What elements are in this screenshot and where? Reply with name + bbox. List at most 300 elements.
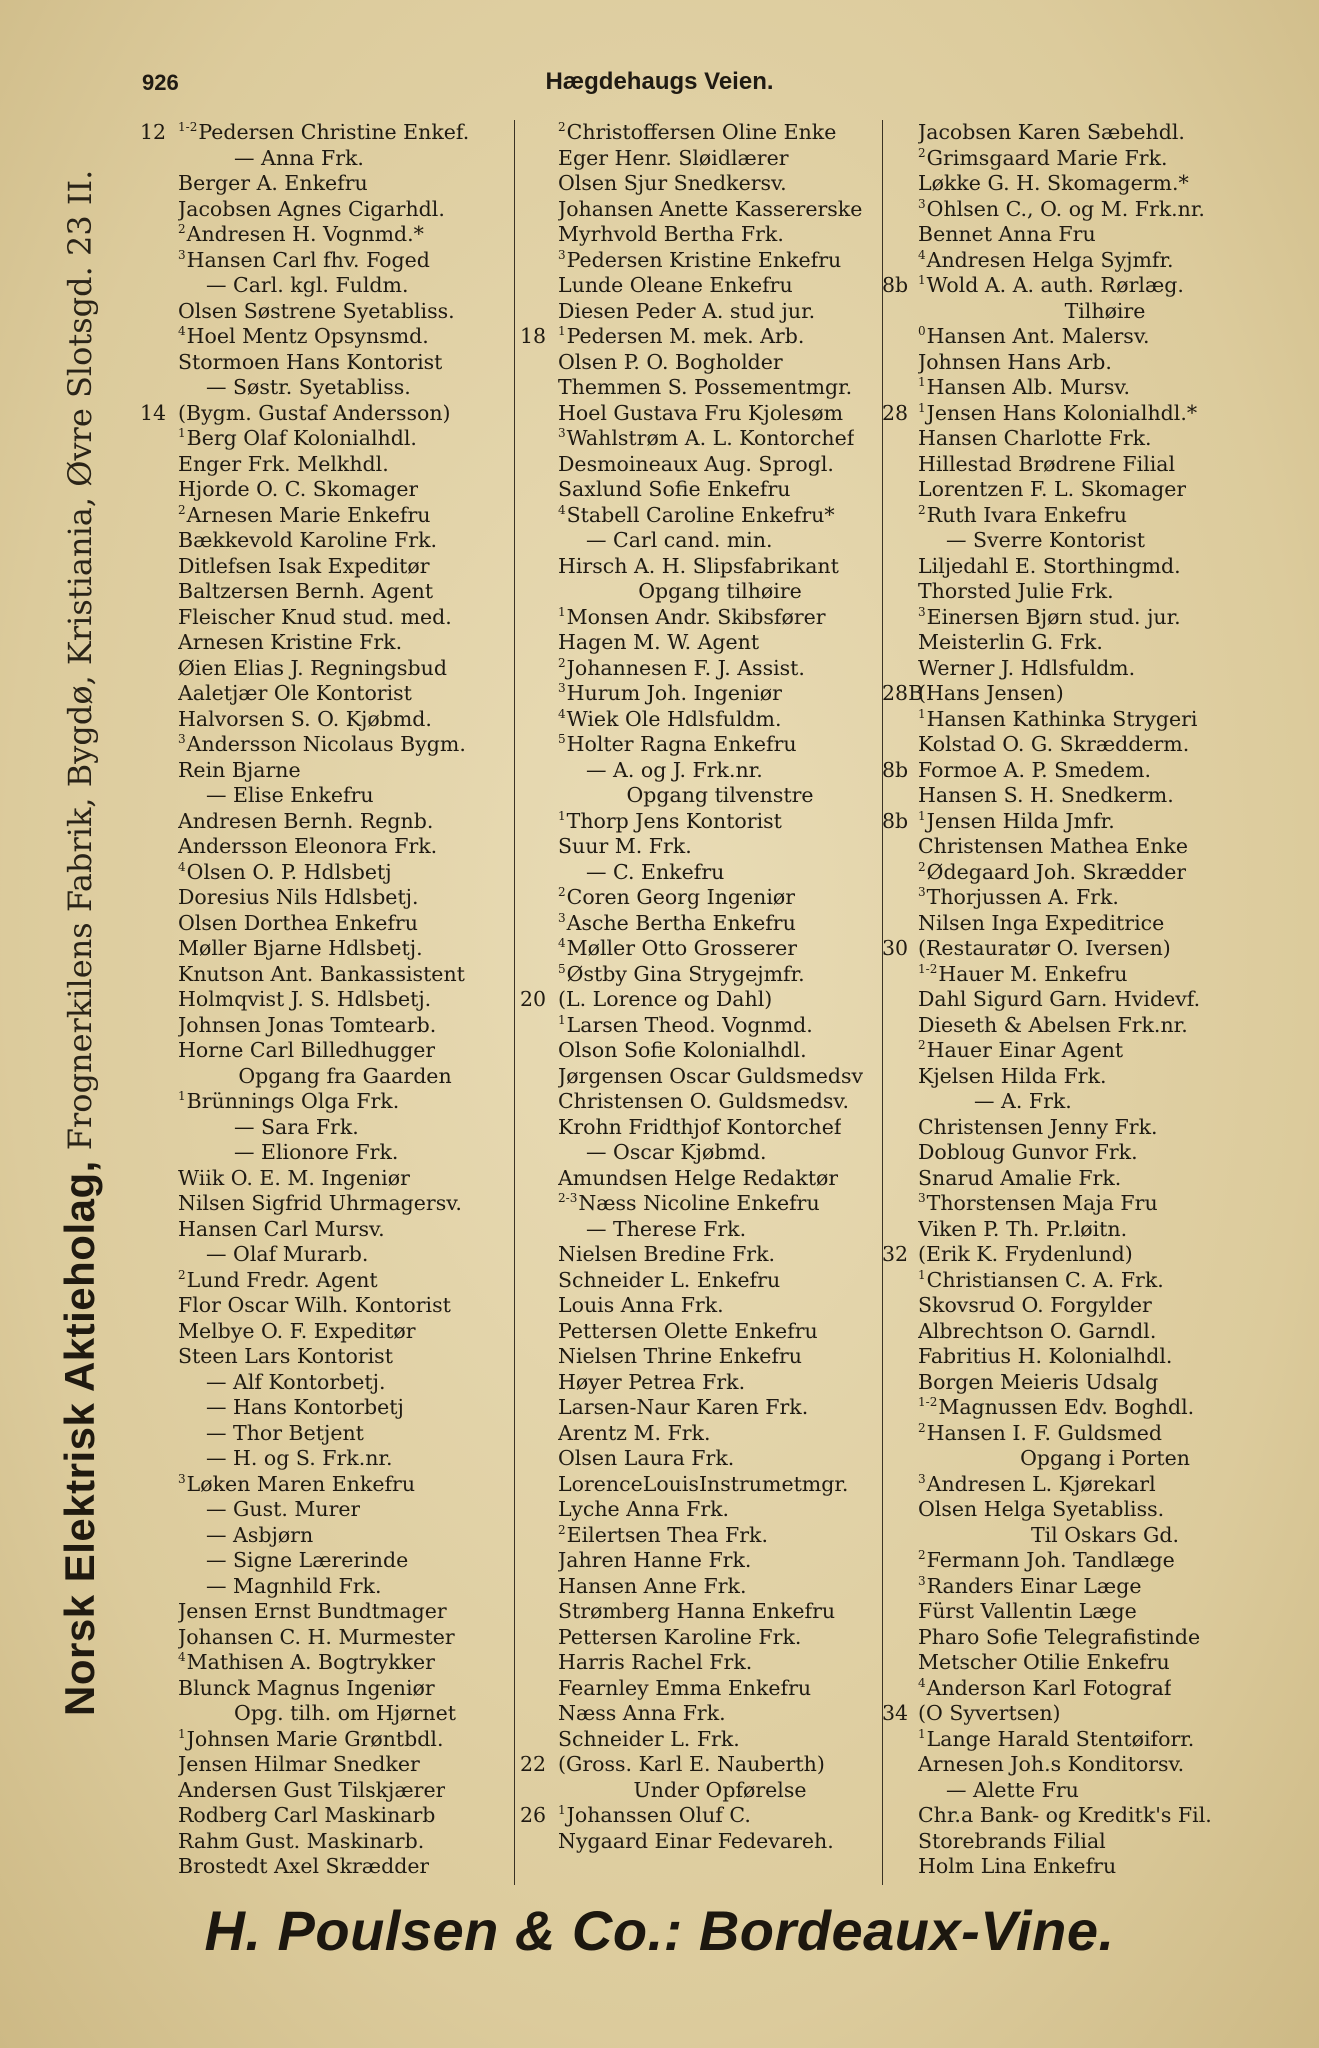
entry-text: Næss Anna Frk. [558,1701,726,1725]
entry-text-wrap [918,324,1149,350]
entry-text-wrap [918,1038,1123,1064]
house-number: 12 [140,120,167,144]
directory-entry [140,1064,512,1090]
entry-text: Stormoen Hans Kontorist [178,349,443,374]
entry-text-wrap [918,1344,1172,1370]
column-divider [514,120,515,1885]
entry-text-wrap [918,477,1186,503]
entry-text-wrap [918,1650,1170,1676]
entry-text: Hansen I. F. Guldsmed [926,1420,1162,1445]
entry-text: Bennet Anna Fru [918,222,1096,246]
entry-text-wrap [178,1370,386,1396]
directory-entry [140,1242,512,1268]
directory-entry [882,1089,1292,1115]
directory-entry [520,1293,882,1319]
entry-text: Schneider L. Enkefru [558,1267,781,1292]
entry-text: Krohn Fridthjof Kontorchef [558,1114,842,1139]
entry-text-wrap [178,1421,364,1447]
directory-entry [882,248,1292,274]
entry-text-wrap [558,452,834,478]
entry-text: Bækkevold Karoline Frk. [178,528,438,552]
entry-text: Arnesen Marie Enkefru [186,502,431,527]
entry-text: Viken P. Th. Pr.løitn. [918,1216,1128,1241]
entry-text: — Alf Kontorbetj. [206,1369,386,1394]
entry-text: Themmen S. Possementmgr. [558,375,853,399]
entry-text-wrap [178,375,411,401]
directory-entry [520,707,882,733]
entry-text: Ditlefsen Isak Expeditør [178,553,430,578]
floor-mark: 2 [558,1522,566,1537]
entry-text: — Gust. Murer [206,1497,361,1521]
floor-mark: 2-3 [558,1191,578,1206]
floor-mark: 3 [918,1471,926,1486]
directory-entry [520,426,882,452]
entry-text-wrap [918,860,1186,886]
entry-text: Tilhøire [1064,298,1146,323]
directory-entry [520,1574,882,1600]
directory-entry [882,911,1292,937]
directory-entry [520,860,882,886]
entry-text: Andresen Helga Syjmfr. [926,247,1174,272]
directory-entry [520,656,882,682]
entry-text-wrap [178,987,431,1013]
entry-text: Wahlstrøm A. L. Kontorchef [566,426,855,450]
entry-text-wrap [178,707,432,733]
entry-text-wrap [558,809,782,835]
entry-text-wrap [178,120,469,146]
directory-entry [140,1778,512,1804]
entry-text-wrap [178,324,429,350]
entry-text: Østby Gina Strygejmfr. [566,961,805,986]
directory-entry [520,1217,882,1243]
directory-entry [140,1038,512,1064]
entry-text: Eilertsen Thea Frk. [566,1522,768,1547]
directory-entry [882,528,1292,554]
entry-text-wrap [558,1013,813,1039]
directory-entry [882,1574,1292,1600]
entry-text: Snarud Amalie Frk. [918,1165,1122,1190]
floor-mark: 2 [918,1420,926,1435]
entry-text: Meisterlin G. Frk. [918,630,1103,654]
entry-text: Arnesen Kristine Frk. [178,630,403,654]
entry-text: Møller Bjarne Hdlsbetj. [178,936,423,960]
entry-text-wrap [918,1803,1212,1829]
entry-text: Werner J. Hdlsfuldm. [918,655,1136,680]
entry-text-wrap [558,758,763,784]
directory-entry [140,1625,512,1651]
entry-text-wrap [558,579,882,605]
directory-entry [520,936,882,962]
directory-entry [140,1829,512,1855]
entry-text-wrap [918,1446,1292,1472]
entry-text: Magnussen Edv. Boghdl. [938,1395,1195,1419]
directory-entry [882,962,1292,988]
floor-mark: 4 [918,247,926,262]
entry-text-wrap [918,911,1164,937]
house-number: 8b [882,757,909,782]
directory-entry [140,1319,512,1345]
floor-mark: 4 [178,1650,186,1665]
entry-text: Berg Olaf Kolonialhdl. [186,426,417,450]
entry-text-wrap [558,962,805,988]
entry-text: Monsen Andr. Skibsfører [566,604,826,629]
entry-text-wrap [178,299,455,325]
entry-text-wrap [918,1778,1079,1804]
entry-text: Fearnley Emma Enkefru [558,1675,812,1700]
entry-text-wrap [178,1676,435,1702]
entry-text: (O Syvertsen) [918,1701,1061,1725]
directory-entry [140,1497,512,1523]
directory-entry [140,732,512,758]
directory-entry [140,1650,512,1676]
entry-text-wrap [558,1803,751,1829]
entry-text: Jensen Ernst Bundtmager [178,1599,447,1623]
entry-text-wrap [558,1242,775,1268]
house-number: 8b [882,273,909,297]
entry-text: Berger A. Enkefru [178,171,368,195]
entry-text-wrap [178,554,430,580]
entry-text: Christensen Mathea Enke [918,834,1188,858]
directory-entry [520,1038,882,1064]
directory-entry [882,1497,1292,1523]
directory-entry [140,987,512,1013]
entry-text: Baltzersen Bernh. Agent [178,579,434,603]
directory-entry [882,350,1292,376]
directory-entry [520,299,882,325]
floor-mark: 1 [918,1726,926,1741]
entry-text: Doresius Nils Hdlsbetj. [178,885,419,909]
entry-text-wrap [178,1344,393,1370]
entry-text-wrap [178,1548,408,1574]
directory-column-3 [882,120,1292,1880]
entry-text: Hirsch A. H. Slipsfabrikant [558,553,839,578]
entry-text-wrap [558,197,862,223]
entry-text: Hansen Carl Mursv. [178,1216,385,1241]
entry-text-wrap [918,1727,1194,1753]
entry-text-wrap [918,1013,1188,1039]
directory-entry [140,375,512,401]
entry-text: Pharo Sofie Telegrafistinde [918,1624,1201,1649]
floor-mark: 2 [178,502,186,517]
entry-text-wrap [558,1778,882,1804]
directory-entry [520,1752,882,1778]
entry-text: Horne Carl Billedhugger [178,1038,436,1062]
entry-text: Jacobsen Karen Sæbehdl. [918,120,1185,144]
entry-text: — A. og J. Frk.nr. [586,757,763,782]
entry-text-wrap [558,605,826,631]
entry-text-wrap [178,1701,512,1727]
entry-text-wrap [178,1446,392,1472]
entry-text-wrap [178,936,423,962]
directory-entry [882,1625,1292,1651]
entry-text: Andresen L. Kjørekarl [926,1471,1156,1496]
directory-entry [520,401,882,427]
entry-text: Christoffersen Oline Enke [566,120,837,144]
directory-entry [140,681,512,707]
directory-entry [140,707,512,733]
entry-text: Christiansen C. A. Frk. [926,1267,1164,1292]
directory-entry [520,605,882,631]
directory-entry [140,860,512,886]
entry-text: Lorentzen F. L. Skomager [918,477,1187,501]
entry-text: Nielsen Bredine Frk. [558,1242,776,1266]
entry-text-wrap [918,783,1174,809]
directory-entry [882,860,1292,886]
entry-text: Johansen Anette Kassererske [558,196,863,221]
entry-text: Pedersen Kristine Enkefru [566,247,842,272]
directory-entry [520,248,882,274]
entry-text-wrap [178,1089,399,1115]
entry-text-wrap [178,1268,378,1294]
entry-text-wrap [178,1829,424,1855]
entry-text: Rahm Gust. Maskinarb. [178,1828,425,1853]
entry-text-wrap [918,1268,1164,1294]
entry-text-wrap [178,579,433,605]
entry-text: Stabell Caroline Enkefru* [566,502,835,527]
directory-entry [140,579,512,605]
entry-text-wrap [918,1625,1200,1651]
entry-text: — Sara Frk. [234,1114,359,1139]
entry-text: Jahren Hanne Frk. [558,1548,752,1572]
entry-text-wrap [918,1089,1072,1115]
entry-text: Thorsted Julie Frk. [918,579,1114,603]
directory-entry [882,1370,1292,1396]
directory-entry [520,962,882,988]
entry-text: Øien Elias J. Regningsbud [178,655,447,680]
directory-entry [140,248,512,274]
entry-text: Jørgensen Oscar Guldsmedsv [558,1063,864,1088]
house-number: 34 [882,1701,909,1725]
entry-text-wrap [558,1574,747,1600]
directory-entry [882,452,1292,478]
floor-mark: 3 [918,1191,926,1206]
directory-entry [882,1344,1292,1370]
directory-entry [882,834,1292,860]
directory-entry [520,809,882,835]
floor-mark: 1-2 [178,120,198,135]
entry-text-wrap [918,834,1188,860]
entry-text: Thorjussen A. Frk. [926,885,1119,909]
entry-text: Fürst Vallentin Læge [918,1599,1137,1623]
entry-text: Nygaard Einar Fedevareh. [558,1828,834,1853]
directory-entry [140,146,512,172]
floor-mark: 0 [918,324,926,339]
entry-text: Olson Sofie Kolonialhdl. [558,1038,807,1062]
directory-entry [520,681,882,707]
entry-text-wrap [918,1548,1175,1574]
directory-entry [140,350,512,376]
directory-entry [140,273,512,299]
entry-text-wrap [918,681,1064,707]
directory-entry [882,1242,1292,1268]
directory-entry [882,299,1292,325]
entry-text: Høyer Petrea Frk. [558,1369,746,1394]
directory-entry [882,1676,1292,1702]
entry-text: Olsen Sjur Snedkersv. [558,171,787,195]
directory-entry [520,1650,882,1676]
entry-text-wrap [558,1140,767,1166]
entry-text: Wiik O. E. M. Ingeniør [178,1165,410,1190]
directory-entry [140,426,512,452]
entry-text-wrap [558,146,789,172]
floor-mark: 1 [918,706,926,721]
entry-text-wrap [178,1778,445,1804]
entry-text: — Elise Enkefru [206,783,374,807]
entry-text: Desmoineaux Aug. Sprogl. [558,451,834,476]
entry-text-wrap [178,426,417,452]
directory-entry [882,1472,1292,1498]
entry-text-wrap [178,834,437,860]
directory-entry [882,1650,1292,1676]
entry-text: Hansen Anne Frk. [558,1573,747,1598]
entry-text-wrap [178,528,437,554]
entry-text-wrap [918,885,1119,911]
entry-text: Olsen Søstrene Syetabliss. [178,298,455,323]
directory-entry [882,1778,1292,1804]
entry-text-wrap [178,911,418,937]
directory-entry [520,758,882,784]
entry-text-wrap [918,554,1181,580]
directory-entry [882,732,1292,758]
entry-text: — Asbjørn [206,1522,314,1547]
directory-entry [520,1778,882,1804]
directory-column-2 [520,120,882,1854]
directory-entry [882,605,1292,631]
entry-text: Coren Georg Ingeniør [566,885,796,909]
entry-text-wrap [918,1472,1156,1498]
entry-text-wrap [178,1242,368,1268]
entry-text-wrap [558,1268,780,1294]
directory-entry [140,1217,512,1243]
entry-text-wrap [918,1140,1138,1166]
entry-text-wrap [178,860,392,886]
directory-entry [882,579,1292,605]
house-number: 26 [520,1803,547,1827]
entry-text: Borgen Meieris Udsalg [918,1369,1159,1394]
directory-entry [520,146,882,172]
entry-text-wrap [178,1497,360,1523]
entry-text: Under Opførelse [633,1777,807,1802]
entry-text: Wold A. A. auth. Rørlæg. [926,273,1184,297]
entry-text: Formoe A. P. Smedem. [918,757,1152,782]
directory-entry [882,809,1292,835]
floor-mark: 3 [178,247,186,262]
entry-text: Ødegaard Joh. Skrædder [926,859,1187,884]
entry-text-wrap [178,1727,443,1753]
entry-text: Liljedahl E. Storthingmd. [918,553,1181,578]
entry-text: Nilsen Inga Expeditrice [918,910,1165,935]
directory-entry [520,911,882,937]
entry-text: Andresen H. Vognmd.* [186,222,424,246]
directory-entry [140,401,512,427]
directory-entry [882,1599,1292,1625]
entry-text-wrap [558,936,797,962]
entry-text: — Magnhild Frk. [206,1573,382,1598]
entry-text-wrap [558,681,782,707]
entry-text: (Hans Jensen) [918,681,1064,705]
directory-entry [140,222,512,248]
floor-mark: 2 [918,145,926,160]
entry-text: Dobloug Gunvor Frk. [918,1140,1138,1164]
directory-entry [140,605,512,631]
entry-text-wrap [558,911,796,937]
directory-entry [520,1395,882,1421]
directory-entry [140,936,512,962]
directory-entry [882,707,1292,733]
entry-text: Til Oskars Gd. [1030,1522,1180,1547]
entry-text: Albrechtson O. Garndl. [918,1318,1157,1343]
entry-text-wrap [558,1650,752,1676]
entry-text: Steen Lars Kontorist [178,1344,393,1368]
directory-entry [882,503,1292,529]
directory-entry [882,1803,1292,1829]
directory-entry [140,1727,512,1753]
entry-text-wrap [558,987,772,1013]
entry-text: Aaletjær Ole Kontorist [178,681,412,705]
entry-text-wrap [918,1497,1164,1523]
entry-text: Olsen Helga Syetabliss. [918,1497,1165,1521]
entry-text-wrap [558,120,836,146]
entry-text: — Thor Betjent [206,1420,364,1445]
directory-entry [882,324,1292,350]
house-number: 28B [882,681,924,705]
entry-text: Flor Oscar Wilh. Kontorist [178,1293,451,1317]
entry-text-wrap [918,222,1096,248]
entry-text-wrap [918,987,1200,1013]
entry-text-wrap [178,146,364,172]
directory-entry [520,452,882,478]
entry-text: (Erik K. Frydenlund) [918,1242,1133,1266]
entry-text-wrap [918,809,1115,835]
entry-text-wrap [918,1395,1194,1421]
directory-entry [520,1013,882,1039]
entry-text-wrap [178,1599,447,1625]
floor-mark: 2 [918,859,926,874]
entry-text-wrap [918,962,1127,988]
floor-mark: 4 [918,1675,926,1690]
directory-entry [520,1089,882,1115]
entry-text-wrap [558,324,804,350]
entry-text-wrap [918,1421,1162,1447]
entry-text-wrap [558,426,854,452]
directory-entry [882,171,1292,197]
directory-entry [140,1293,512,1319]
entry-text: Hillestad Brødrene Filial [918,451,1176,476]
house-number: 18 [520,324,547,348]
directory-entry [520,1140,882,1166]
entry-text-wrap [558,1115,841,1141]
floor-mark: 1 [558,604,566,619]
entry-text: Hansen Kathinka Strygeri [926,706,1198,731]
entry-text-wrap [178,732,466,758]
entry-text-wrap [178,273,409,299]
entry-text: Johannesen F. J. Assist. [566,655,805,680]
floor-mark: 3 [918,885,926,900]
floor-mark: 4 [558,936,566,951]
directory-entry [140,1446,512,1472]
entry-text-wrap [178,401,451,427]
directory-entry [882,1268,1292,1294]
floor-mark: 2 [558,120,566,135]
directory-entry [520,987,882,1013]
entry-text: Jensen Hans Kolonialhdl.* [926,400,1198,425]
entry-text: Hansen Carl fhv. Foged [186,247,430,272]
entry-text: Schneider L. Frk. [558,1726,740,1751]
entry-text: Johnsen Marie Grøntbdl. [186,1726,444,1751]
entry-text: — Therese Frk. [586,1216,747,1241]
house-number: 14 [140,400,167,425]
directory-entry [882,1166,1292,1192]
